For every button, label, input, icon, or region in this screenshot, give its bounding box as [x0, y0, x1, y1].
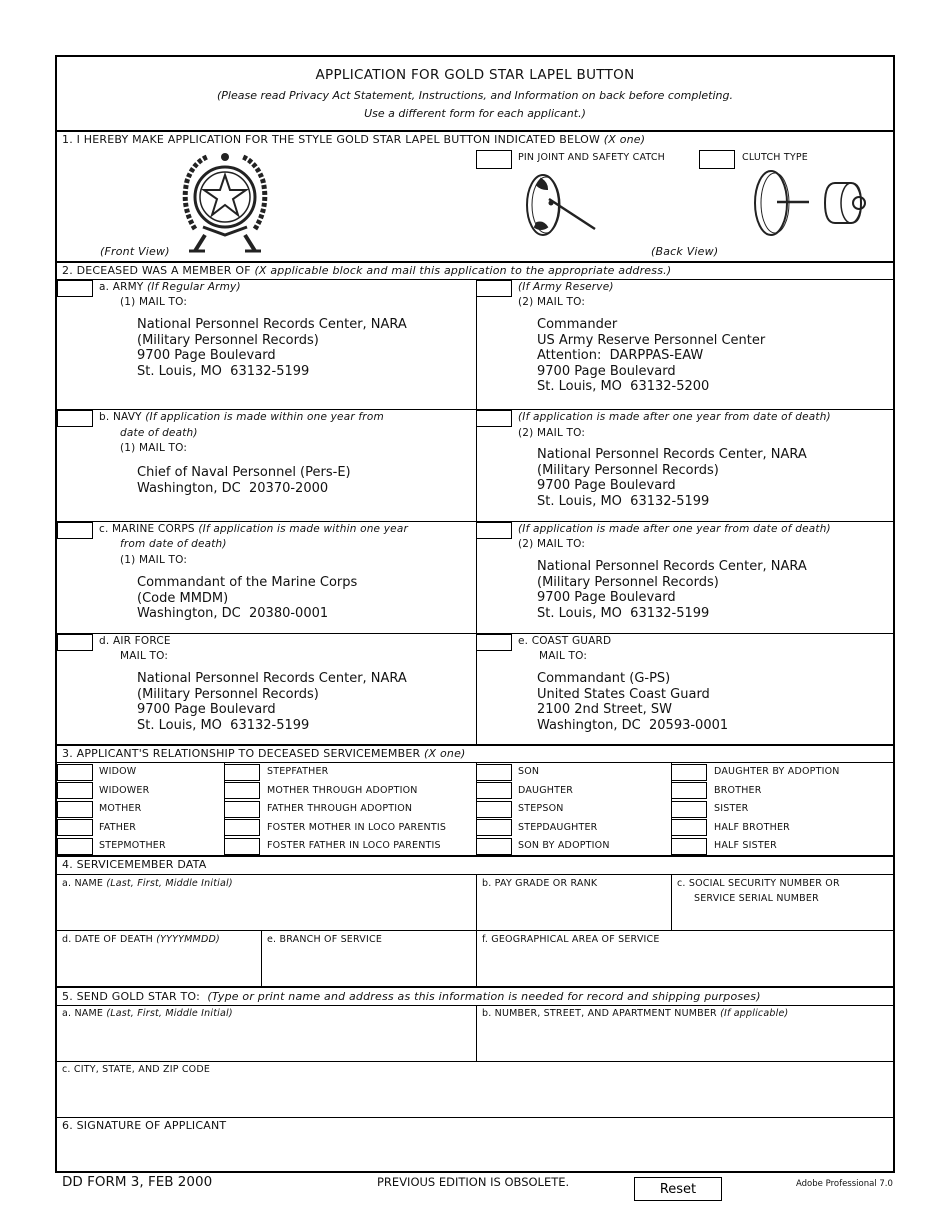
pay-grade-field[interactable] [479, 893, 669, 927]
relationship-label: FOSTER FATHER IN LOCO PARENTIS [267, 840, 441, 851]
clutch-type-checkbox[interactable] [699, 150, 735, 169]
relationship-checkbox-half-brother[interactable] [671, 819, 707, 836]
relationship-checkbox-widower[interactable] [57, 782, 93, 799]
signature-label: 6. SIGNATURE OF APPLICANT [62, 1119, 227, 1132]
servicemember-name-label: a. NAME (Last, First, Middle Initial) [62, 878, 233, 889]
divider [57, 762, 893, 763]
army-label: a. ARMY (If Regular Army) [99, 281, 241, 293]
marine-corps-late-note: (If application is made after one year from date of death) [518, 523, 831, 535]
relationship-label: STEPSON [518, 803, 564, 814]
army-reserve-checkbox[interactable] [476, 280, 512, 297]
branch-of-service-label: e. BRANCH OF SERVICE [267, 934, 383, 945]
army-regular-address: National Personnel Records Center, NARA (Military Personnel Records) 9700 Page Boulevard St. Louis, MO 63132-5199 [137, 317, 407, 379]
city-state-zip-field[interactable] [59, 1079, 889, 1115]
ssn-label-cont: SERVICE SERIAL NUMBER [694, 893, 819, 904]
form-subtitle-line1: (Please read Privacy Act Statement, Instructions, and Information on back before completing. [216, 89, 734, 102]
air-force-address: National Personnel Records Center, NARA (Military Personnel Records) 9700 Page Boulevard St. Louis, MO 63132-5199 [137, 671, 407, 733]
air-force-mail-to: MAIL TO: [120, 650, 169, 662]
relationship-checkbox-daughter[interactable] [476, 782, 512, 799]
column-divider [671, 762, 672, 855]
relationship-checkbox-stepmother[interactable] [57, 838, 93, 855]
relationship-checkbox-mother-through-adoption[interactable] [224, 782, 260, 799]
branch-of-service-field[interactable] [264, 949, 472, 983]
relationship-checkbox-foster-mother-in-loco-parentis[interactable] [224, 819, 260, 836]
city-state-zip-label: c. CITY, STATE, AND ZIP CODE [62, 1064, 211, 1075]
relationship-checkbox-stepdaughter[interactable] [476, 819, 512, 836]
coast-guard-label: e. COAST GUARD [518, 635, 612, 647]
navy-note-cont: date of death) [120, 427, 198, 439]
army-reserve-address: Commander US Army Reserve Personnel Center Attention: DARPPAS-EAW 9700 Page Boulevard St. Louis, MO 63132-5200 [537, 317, 766, 394]
divider [57, 261, 893, 263]
date-of-death-field[interactable] [59, 949, 257, 983]
column-divider [261, 930, 262, 986]
column-divider [476, 1005, 477, 1061]
software-note: Adobe Professional 7.0 [796, 1179, 893, 1189]
relationship-label: STEPMOTHER [99, 840, 166, 851]
relationship-checkbox-mother[interactable] [57, 801, 93, 818]
navy-mail-to: (1) MAIL TO: [120, 442, 188, 454]
relationship-label: STEPFATHER [267, 766, 329, 777]
column-divider [224, 762, 225, 855]
clutch-back-icon [747, 167, 877, 237]
geographical-area-field[interactable] [479, 949, 889, 983]
relationship-label: HALF BROTHER [714, 821, 790, 833]
marine-corps-late-mail-to: (2) MAIL TO: [518, 538, 586, 550]
air-force-label: d. AIR FORCE [99, 635, 171, 647]
relationship-checkbox-brother[interactable] [671, 782, 707, 799]
ssn-field[interactable] [674, 909, 889, 927]
navy-late-note: (If application is made after one year from date of death) [518, 411, 831, 423]
section5-heading: 5. SEND GOLD STAR TO: (Type or print name and address as this information is needed for record and shipping purposes) [62, 990, 761, 1003]
obsolete-notice: PREVIOUS EDITION IS OBSOLETE. [377, 1175, 570, 1189]
column-divider [476, 762, 477, 855]
divider [57, 1061, 893, 1062]
divider [57, 1005, 893, 1006]
servicemember-name-field[interactable] [59, 893, 473, 927]
divider [57, 409, 893, 410]
divider [57, 874, 893, 875]
column-divider [476, 279, 477, 744]
relationship-checkbox-foster-father-in-loco-parentis[interactable] [224, 838, 260, 855]
relationship-label: SISTER [714, 803, 749, 814]
divider [57, 130, 893, 132]
relationship-label: MOTHER [99, 803, 142, 814]
section3-heading: 3. APPLICANT'S RELATIONSHIP TO DECEASED SERVICEMEMBER (X one) [62, 747, 466, 760]
relationship-label: DAUGHTER [518, 784, 574, 796]
relationship-label: BROTHER [714, 784, 762, 796]
army-reserve-mail-to: (2) MAIL TO: [518, 296, 586, 308]
navy-late-checkbox[interactable] [476, 410, 512, 427]
pay-grade-label: b. PAY GRADE OR RANK [482, 878, 598, 889]
relationship-label: STEPDAUGHTER [518, 821, 598, 833]
form-title: APPLICATION FOR GOLD STAR LAPEL BUTTON [315, 67, 635, 83]
navy-checkbox[interactable] [57, 410, 93, 427]
marine-corps-late-address: National Personnel Records Center, NARA (Military Personnel Records) 9700 Page Boulevard St. Louis, MO 63132-5199 [537, 559, 807, 621]
geographical-area-label: f. GEOGRAPHICAL AREA OF SERVICE [482, 934, 660, 945]
relationship-checkbox-stepson[interactable] [476, 801, 512, 818]
relationship-checkbox-father-through-adoption[interactable] [224, 801, 260, 818]
back-view-caption: (Back View) [651, 245, 719, 258]
relationship-checkbox-half-sister[interactable] [671, 838, 707, 855]
coast-guard-address: Commandant (G-PS) United States Coast Guard 2100 2nd Street, SW Washington, DC 20593-0001 [537, 671, 729, 733]
relationship-label: WIDOW [99, 766, 137, 777]
marine-corps-address: Commandant of the Marine Corps (Code MMDM) Washington, DC 20380-0001 [137, 575, 358, 621]
front-view-caption: (Front View) [100, 245, 170, 258]
reset-button[interactable]: Reset [634, 1177, 722, 1201]
relationship-label: DAUGHTER BY ADOPTION [714, 766, 840, 777]
army-checkbox[interactable] [57, 280, 93, 297]
divider [57, 521, 893, 522]
pin-joint-label: PIN JOINT AND SAFETY CATCH [518, 152, 666, 163]
signature-field[interactable] [59, 1135, 889, 1169]
gold-star-application-form [55, 55, 895, 1173]
clutch-type-label: CLUTCH TYPE [742, 152, 808, 163]
divider [57, 279, 893, 280]
air-force-checkbox[interactable] [57, 634, 93, 651]
divider [57, 633, 893, 634]
marine-corps-checkbox[interactable] [57, 522, 93, 539]
relationship-label: HALF SISTER [714, 840, 777, 851]
navy-label: b. NAVY (If application is made within one year from [99, 411, 384, 423]
column-divider [671, 874, 672, 930]
relationship-checkbox-widow[interactable] [57, 764, 93, 781]
divider [57, 930, 893, 931]
relationship-label: MOTHER THROUGH ADOPTION [267, 784, 418, 796]
divider [57, 1117, 893, 1118]
form-subtitle-line2: Use a different form for each applicant.) [364, 107, 586, 120]
section1-heading: 1. I HEREBY MAKE APPLICATION FOR THE STYLE GOLD STAR LAPEL BUTTON INDICATED BELOW (X one) [62, 133, 646, 146]
relationship-label: FATHER [99, 821, 137, 833]
recipient-street-field[interactable] [479, 1023, 889, 1059]
coast-guard-checkbox[interactable] [476, 634, 512, 651]
section2-heading: 2. DECEASED WAS A MEMBER OF (X applicable block and mail this application to the appropriate address.) [62, 264, 672, 277]
relationship-label: SON BY ADOPTION [518, 840, 610, 851]
pin-joint-back-icon [519, 169, 599, 239]
pin-joint-checkbox[interactable] [476, 150, 512, 169]
recipient-name-label: a. NAME (Last, First, Middle Initial) [62, 1008, 233, 1019]
divider [57, 855, 893, 857]
marine-corps-mail-to: (1) MAIL TO: [120, 554, 188, 566]
coast-guard-mail-to: MAIL TO: [539, 650, 588, 662]
army-mail-to: (1) MAIL TO: [120, 296, 188, 308]
marine-corps-label: c. MARINE CORPS (If application is made within one year [99, 523, 408, 535]
recipient-street-label: b. NUMBER, STREET, AND APARTMENT NUMBER (If applicable) [482, 1008, 789, 1019]
marine-corps-late-checkbox[interactable] [476, 522, 512, 539]
ssn-label: c. SOCIAL SECURITY NUMBER OR [677, 878, 840, 889]
relationship-label: FOSTER MOTHER IN LOCO PARENTIS [267, 821, 447, 833]
relationship-label: FATHER THROUGH ADOPTION [267, 803, 413, 814]
army-reserve-note: (If Army Reserve) [518, 281, 614, 293]
marine-corps-note-cont: from date of death) [120, 538, 227, 550]
navy-address: Chief of Naval Personnel (Pers-E) Washington, DC 20370-2000 [137, 465, 351, 496]
relationship-checkbox-stepfather[interactable] [224, 764, 260, 781]
relationship-checkbox-father[interactable] [57, 819, 93, 836]
relationship-checkbox-daughter-by-adoption[interactable] [671, 764, 707, 781]
relationship-label: SON [518, 766, 540, 777]
relationship-checkbox-son[interactable] [476, 764, 512, 781]
navy-late-mail-to: (2) MAIL TO: [518, 427, 586, 439]
form-id: DD FORM 3, FEB 2000 [62, 1174, 213, 1190]
divider [57, 744, 893, 746]
recipient-name-field[interactable] [59, 1023, 473, 1059]
relationship-label: WIDOWER [99, 784, 150, 796]
gold-star-front-icon [175, 149, 275, 257]
navy-late-address: National Personnel Records Center, NARA (Military Personnel Records) 9700 Page Boulevard St. Louis, MO 63132-5199 [537, 447, 807, 509]
section4-heading: 4. SERVICEMEMBER DATA [62, 858, 207, 871]
date-of-death-label: d. DATE OF DEATH (YYYYMMDD) [62, 934, 220, 945]
relationship-checkbox-sister[interactable] [671, 801, 707, 818]
relationship-checkbox-son-by-adoption[interactable] [476, 838, 512, 855]
divider [57, 986, 893, 988]
